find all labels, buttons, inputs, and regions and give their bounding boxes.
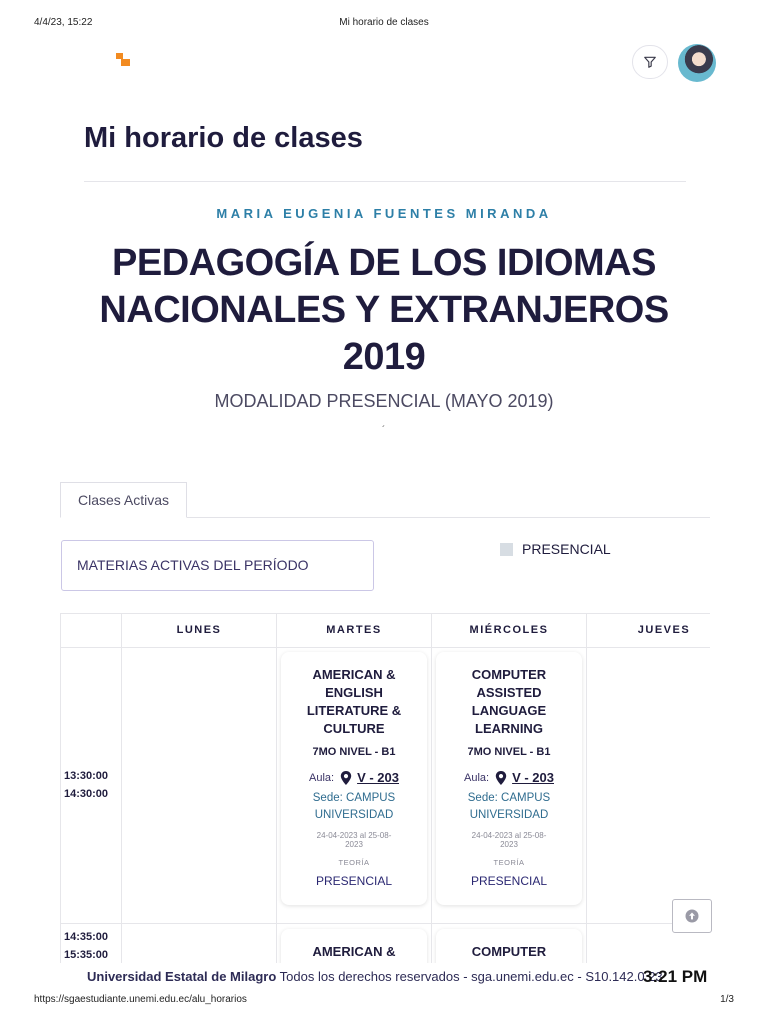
class-mode: PRESENCIAL	[315, 874, 393, 888]
room-link[interactable]: V - 203	[357, 770, 399, 785]
day-header-lunes: LUNES	[176, 624, 222, 636]
campus	[289, 790, 419, 824]
room-link[interactable]: V - 203	[512, 770, 554, 785]
footer-text	[87, 969, 663, 984]
subject-title-line: LANGUAGE	[471, 703, 547, 718]
class-card[interactable]	[436, 652, 582, 905]
day-header-jueves: JUEVES	[637, 624, 691, 636]
title-divider	[84, 181, 686, 182]
campus-line: Sede: CAMPUS	[312, 792, 396, 804]
print-url: https://sgaestudiante.unemi.edu.ec/alu_horarios	[34, 994, 247, 1005]
class-type: TEORÍA	[493, 858, 525, 867]
tab-clases-activas[interactable]: Clases Activas	[60, 482, 187, 518]
date-line: 24-04-2023 al 25-08-	[316, 831, 392, 840]
aula-label: Aula:	[309, 771, 335, 784]
date-line: 24-04-2023 al 25-08-	[471, 831, 547, 840]
subject-title-line: AMERICAN &	[312, 944, 396, 959]
date-range	[444, 831, 574, 849]
subject-title-line: ENGLISH	[325, 685, 383, 700]
subjects-filter-box[interactable]: MATERIAS ACTIVAS DEL PERÍODO	[61, 540, 374, 591]
avatar[interactable]	[678, 44, 716, 82]
subject-title-line: CULTURE	[323, 721, 385, 736]
career-line: NACIONALES Y EXTRANJEROS	[99, 289, 669, 331]
day-header-martes: MARTES	[326, 624, 382, 636]
slot-start: 13:30:00	[64, 770, 109, 782]
schedule-grid	[60, 613, 710, 963]
career-line: 2019	[342, 336, 426, 378]
legend-swatch	[500, 543, 513, 556]
subject-title-line: ASSISTED	[476, 685, 542, 700]
class-card[interactable]	[281, 929, 427, 963]
aula-label: Aula:	[464, 771, 490, 784]
time-slot-2	[64, 928, 108, 963]
modality-text: MODALIDAD PRESENCIAL (MAYO 2019)	[214, 391, 554, 411]
subject-title	[289, 666, 419, 738]
day-header-miercoles: MIÉRCOLES	[469, 624, 549, 636]
subject-level: 7MO NIVEL - B1	[467, 746, 551, 758]
print-page-number: 1/3	[720, 994, 734, 1005]
location-pin-icon	[495, 771, 507, 785]
legend-presencial	[500, 541, 611, 557]
career-line: PEDAGOGÍA DE LOS IDIOMAS	[112, 242, 656, 284]
subject-title	[444, 666, 574, 738]
arrow-up-circle-icon	[685, 909, 699, 923]
classroom	[289, 770, 419, 785]
date-line: 2023	[345, 840, 363, 849]
slot-end: 15:35:00	[64, 949, 109, 961]
subject-title-line: LITERATURE &	[306, 703, 402, 718]
unemi-logo-icon[interactable]	[116, 53, 132, 67]
class-type: TEORÍA	[338, 858, 370, 867]
scroll-top-button[interactable]	[672, 899, 712, 933]
clock: 3:21 PM	[643, 967, 708, 986]
filter-icon	[643, 55, 657, 69]
subject-level: 7MO NIVEL - B1	[312, 746, 396, 758]
campus-line: Sede: CAMPUS	[467, 792, 551, 804]
location-pin-icon	[340, 771, 352, 785]
footer-rights: Todos los derechos reservados - sga.unemi.edu.ec - S10.142.0.23	[276, 969, 663, 984]
print-datetime: 4/4/23, 15:22	[34, 17, 93, 28]
career-title	[84, 240, 684, 381]
time-slot-1	[64, 767, 108, 803]
campus-line: UNIVERSIDAD	[469, 809, 549, 821]
date-range	[289, 831, 419, 849]
class-card[interactable]	[281, 652, 427, 905]
slot-start: 14:35:00	[64, 931, 109, 943]
page-title: Mi horario de clases	[84, 122, 363, 154]
subject-title-line: COMPUTER	[471, 667, 547, 682]
site-footer	[0, 964, 768, 990]
subject-title-line: AMERICAN &	[312, 667, 396, 682]
legend-label: PRESENCIAL	[522, 541, 611, 557]
subject-title-line: LEARNING	[475, 721, 543, 736]
stray-mark: ´	[382, 425, 386, 436]
print-title: Mi horario de clases	[339, 17, 429, 28]
student-name: MARIA EUGENIA FUENTES MIRANDA	[216, 206, 552, 221]
filter-button[interactable]	[632, 45, 668, 79]
footer-institution: Universidad Estatal de Milagro	[87, 969, 277, 984]
classroom	[444, 770, 574, 785]
slot-end: 14:30:00	[64, 788, 109, 800]
class-mode: PRESENCIAL	[470, 874, 548, 888]
date-line: 2023	[500, 840, 518, 849]
subject-title-line: COMPUTER	[471, 944, 547, 959]
class-card[interactable]	[436, 929, 582, 963]
campus	[444, 790, 574, 824]
campus-line: UNIVERSIDAD	[314, 809, 394, 821]
